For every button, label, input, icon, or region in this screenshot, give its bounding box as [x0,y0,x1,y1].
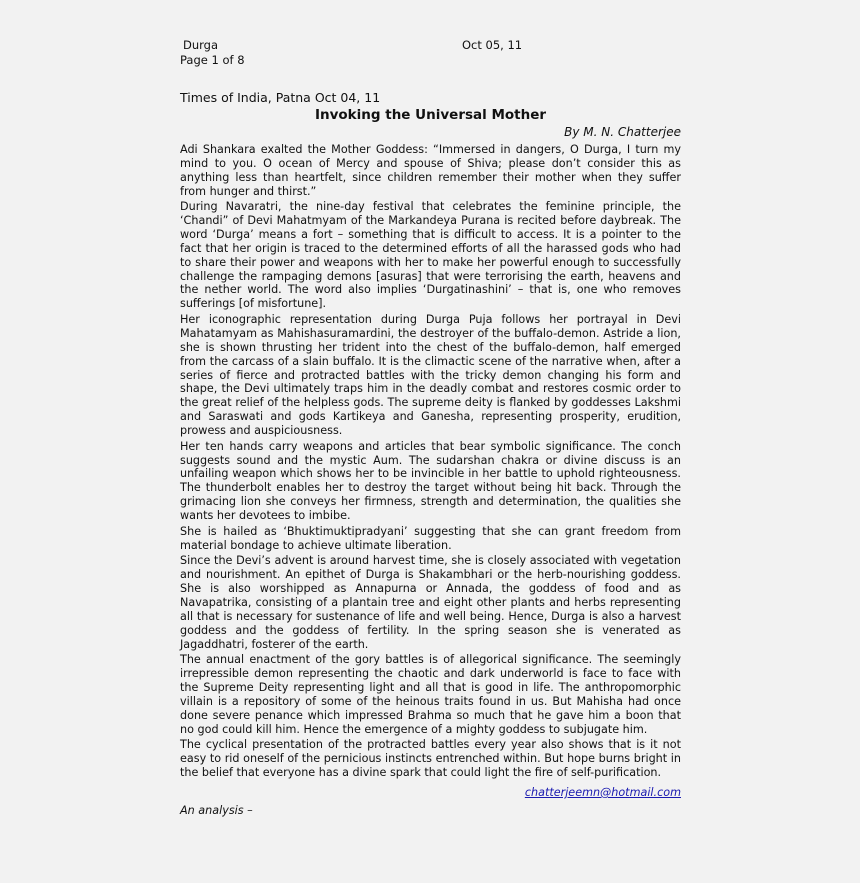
article-source: Times of India, Patna Oct 04, 11 [180,90,381,105]
article-title: Invoking the Universal Mother [314,107,547,123]
paragraph: The cyclical presentation of the protracted battles every year also shows that is it not easy to rid oneself of the pernicious instincts entrenched within. But hope burns bright in the belief that everyone has a divine spark that could light the fire of self-purification. [180,738,681,780]
paragraph: The annual enactment of the gory battles is of allegorical significance. The seemingly irrepressible demon representing the chaotic and dark underworld is face to face with the Supreme Deity representing light and all that is good in life. The anthropomorphic villain is a repository of some of the heinous traits found in us. But Mahisha had once done severe penance which impressed Brahma so much that he gave him a boon that no god could kill him. Hence the emergence of a mighty goddess to subjugate him. [180,653,681,736]
header-date: Oct 05, 11 [462,38,523,52]
email-line [180,786,681,800]
author-email-link[interactable]: chatterjeemn@hotmail.com [524,785,681,799]
footer-note: An analysis – [180,803,253,817]
page-header [180,38,245,68]
paragraph: Since the Devi’s advent is around harvest time, she is closely associated with vegetation and nourishment. An epithet of Durga is Shakambhari or the herb-nourishing goddess. She is also worshipped as Annapurna or Annada, the goddess of food and as Navapatrika, consisting of a plantain tree and eight other plants and herbs representing all that is necessary for sustenance of life and well being. Hence, Durga is also a harvest goddess and the goddess of fertility. In the spring season she is venerated as Jagaddhatri, fosterer of the earth. [180,554,681,651]
document-name: Durga [183,38,219,52]
page-number: Page 1 of 8 [180,53,245,67]
paragraph: She is hailed as ‘Bhuktimuktipradyani’ suggesting that she can grant freedom from material bondage to achieve ultimate liberation. [180,524,681,552]
paragraph: During Navaratri, the nine-day festival that celebrates the feminine principle, the ‘Chandi” of Devi Mahatmyam of the Markandeya Purana is recited before daybreak. The word ‘Durga’ means a fort – something that is difficult to access. It is a pointer to the fact that her origin is traced to the determined efforts of all the harassed gods who had to share their power and weapons with her to make her powerful enough to successfully challenge the rampaging demons [asuras] that were terrorising the earth, heavens and the nether world. The word also implies ‘Durgatinashini’ – that is, one who removes sufferings [of misfortune]. [180,200,681,311]
paragraph: Adi Shankara exalted the Mother Goddess: “Immersed in dangers, O Durga, I turn my mind to you. O ocean of Mercy and spouse of Shiva; please don’t consider this as anything less than heartfelt, since children remember their mother when they suffer from hunger and thirst.” [180,143,681,198]
article-byline: By M. N. Chatterjee [564,125,681,139]
article-body [180,143,681,818]
paragraph: Her iconographic representation during Durga Puja follows her portrayal in Devi Mahatamyam as Mahishasuramardini, the destroyer of the buffalo-demon. Astride a lion, she is shown thrusting her trident into the chest of the buffalo-demon, half emerged from the carcass of a slain buffalo. It is the climactic scene of the narrative when, after a series of fierce and protracted battles with the tricky demon changing his form and shape, the Devi ultimately traps him in the deadly combat and restores cosmic order to the great relief of the helpless gods. The supreme deity is flanked by goddesses Lakshmi and Saraswati and gods Kartikeya and Ganesha, representing prosperity, erudition, prowess and auspiciousness. [180,313,681,437]
paragraph: Her ten hands carry weapons and articles that bear symbolic significance. The conch suggests sound and the mystic Aum. The sudarshan chakra or divine discuss is an unfailing weapon which shows her to be invincible in her battle to uphold righteousness. The thunderbolt enables her to destroy the target without being hit back. Through the grimacing lion she conveys her firmness, strength and determination, the qualities she wants her devotees to imbibe. [180,439,681,522]
